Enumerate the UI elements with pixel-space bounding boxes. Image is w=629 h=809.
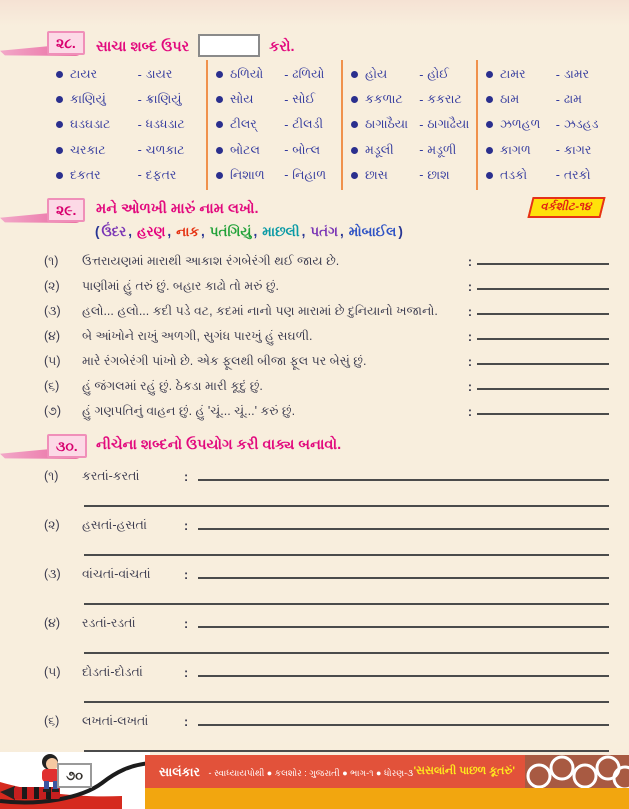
exercise-28-title-suffix: કરો. bbox=[269, 38, 295, 55]
word-bank-word: પતંગિયું bbox=[209, 224, 252, 239]
word-pair-row bbox=[56, 168, 201, 183]
question-colon: : bbox=[467, 380, 472, 394]
exercise-28-title bbox=[96, 34, 295, 60]
bullet-icon bbox=[216, 121, 223, 128]
question-row bbox=[44, 298, 609, 323]
word-bank-comma: , bbox=[128, 224, 132, 239]
word-pair-row bbox=[216, 67, 336, 82]
word-pair-dash: - bbox=[137, 168, 142, 183]
question-text: બે આંખોને રાખું અળગી, સુગંધ પારખું હું સઘળી. bbox=[82, 329, 313, 343]
question-number: (૧) bbox=[44, 254, 59, 268]
word-pair-row bbox=[351, 143, 471, 158]
question-colon: : bbox=[467, 330, 472, 344]
word-pair-row bbox=[486, 117, 609, 132]
word-pair-dash: - bbox=[419, 143, 424, 158]
word-pair-row bbox=[56, 67, 201, 82]
exercise-30-header bbox=[0, 433, 629, 461]
question-text: હલો... હલો... કદી પડે વટ, કદમાં નાનો પણ મારામાં છે દુનિયાનો ખજાનો. bbox=[82, 304, 438, 318]
bullet-icon bbox=[351, 71, 358, 78]
word-option-1[interactable]: મડૂલી bbox=[365, 142, 394, 157]
exercise-28-header bbox=[0, 30, 629, 58]
series-title bbox=[159, 763, 413, 781]
bullet-icon bbox=[351, 121, 358, 128]
answer-box[interactable] bbox=[198, 34, 260, 57]
word-pair-dash: - bbox=[137, 92, 142, 107]
question-number: (૩) bbox=[44, 304, 61, 318]
question-text: ઉત્તરાયણમાં મારાથી આકાશ રંગબેરંગી થઈ જાય છે. bbox=[82, 254, 340, 268]
word-pair-dash: - bbox=[555, 168, 560, 183]
question-colon: : bbox=[467, 355, 472, 369]
word-pair-dash: - bbox=[284, 143, 289, 158]
word-column bbox=[476, 60, 614, 190]
word-bank-word: મોબાઈલ bbox=[348, 224, 397, 239]
word-pair-dash: - bbox=[137, 117, 142, 132]
writing-line-2[interactable] bbox=[84, 652, 609, 654]
word-option-2[interactable]: ઢામ bbox=[563, 92, 582, 107]
word-bank-word: માછલી bbox=[262, 224, 300, 239]
bullet-icon bbox=[351, 172, 358, 179]
word-pair-dash: - bbox=[419, 92, 424, 107]
sentence-item bbox=[44, 560, 609, 605]
page-footer bbox=[0, 752, 629, 809]
word-bank-comma: , bbox=[201, 224, 205, 239]
item-word: વાંચતાં-વાંચતાં bbox=[82, 567, 151, 581]
word-option-1[interactable]: ઠળિયો bbox=[230, 67, 264, 82]
bullet-icon bbox=[486, 147, 493, 154]
sentence-item bbox=[44, 462, 609, 507]
word-bank-comma: , bbox=[253, 224, 258, 239]
item-number: (૧) bbox=[44, 469, 59, 483]
exercise-30-title: નીચેના શબ્દનો ઉપયોગ કરી વાક્ય બનાવો. bbox=[96, 437, 342, 453]
sentence-item bbox=[44, 658, 609, 703]
word-option-2[interactable]: બોત્લ bbox=[292, 142, 321, 157]
word-option-1[interactable]: તડકો bbox=[500, 167, 528, 182]
word-option-2[interactable]: ધડધડાટ bbox=[145, 117, 185, 132]
writing-line-2[interactable] bbox=[84, 505, 609, 507]
word-pair-dash: - bbox=[419, 67, 424, 82]
word-pair-dash: - bbox=[137, 143, 142, 158]
question-row bbox=[44, 323, 609, 348]
exercise-28-number: ૨૮. bbox=[47, 31, 85, 55]
question-text: હું ગણપતિનું વાહન છું. હું 'ચૂં... ચૂં...' કરું છું. bbox=[82, 404, 296, 418]
word-option-1[interactable]: ઠાગાઠૈયા bbox=[365, 117, 409, 132]
word-option-2[interactable]: ડામર bbox=[563, 67, 590, 82]
question-number: (૬) bbox=[44, 379, 60, 393]
writing-line[interactable] bbox=[198, 724, 609, 726]
word-option-1[interactable]: નિશાળ bbox=[230, 167, 265, 182]
word-option-1[interactable]: ટામર bbox=[500, 67, 526, 82]
word-pair-row bbox=[486, 168, 609, 183]
word-option-1[interactable]: કાગળ bbox=[500, 142, 531, 157]
word-option-2[interactable]: કકરાટ bbox=[427, 92, 462, 107]
bullet-icon bbox=[351, 147, 358, 154]
word-bank-word: ઉંદર bbox=[101, 224, 127, 239]
question-row bbox=[44, 398, 609, 423]
word-pair-dash: - bbox=[419, 168, 424, 183]
answer-line[interactable] bbox=[477, 363, 609, 365]
word-bank-open-paren: ( bbox=[95, 224, 100, 239]
word-pair-row bbox=[486, 92, 609, 107]
question-row bbox=[44, 273, 609, 298]
item-colon: : bbox=[184, 568, 189, 582]
word-pair-dash: - bbox=[284, 117, 289, 132]
word-option-1[interactable]: ચરકાટ bbox=[70, 142, 106, 157]
word-option-2[interactable]: કાગર bbox=[563, 142, 592, 157]
word-option-1[interactable]: ઘડઘડાટ bbox=[70, 117, 111, 132]
word-option-2[interactable]: ઢળિયો bbox=[292, 67, 325, 82]
writing-line-2[interactable] bbox=[84, 701, 609, 703]
word-pair-dash: - bbox=[555, 143, 560, 158]
word-choice-table bbox=[48, 60, 614, 190]
question-row bbox=[44, 248, 609, 273]
question-colon: : bbox=[467, 255, 472, 269]
item-word: દોડતાં-દોડતાં bbox=[82, 665, 143, 679]
item-word: કરતાં-કરતાં bbox=[82, 469, 140, 483]
question-colon: : bbox=[467, 305, 472, 319]
word-option-2[interactable]: દફતર bbox=[145, 167, 177, 182]
question-colon: : bbox=[467, 280, 472, 294]
word-option-1[interactable]: ઠામ bbox=[500, 92, 520, 107]
olympic-rings-icon bbox=[525, 755, 629, 788]
word-option-2[interactable]: છાશ bbox=[427, 167, 450, 182]
word-option-1[interactable]: બોટલ bbox=[230, 142, 260, 157]
word-pair-row bbox=[351, 117, 471, 132]
bullet-icon bbox=[216, 96, 223, 103]
exercise-29-number: ૨૯. bbox=[47, 198, 85, 222]
question-row bbox=[44, 348, 609, 373]
sentence-item bbox=[44, 707, 609, 752]
series-info: - સ્વાધ્યાયપોથી ● કલશોર : ગુજરાતી ● ભાગ-૧ ● ધોરણ-૩ bbox=[208, 767, 414, 778]
item-colon: : bbox=[184, 666, 189, 680]
item-word: રડતાં-રડતાં bbox=[82, 616, 136, 630]
word-column bbox=[48, 60, 206, 190]
word-option-1[interactable]: સોય bbox=[230, 92, 254, 107]
word-option-1[interactable]: ઝળહળ bbox=[500, 117, 541, 132]
word-column bbox=[206, 60, 341, 190]
word-option-1[interactable]: હોય bbox=[365, 67, 388, 82]
word-option-1[interactable]: ટીલર્ bbox=[230, 117, 257, 132]
word-column bbox=[341, 60, 476, 190]
word-option-2[interactable]: મડૂળી bbox=[427, 142, 457, 157]
word-bank-words bbox=[100, 224, 399, 239]
word-pair-dash: - bbox=[555, 67, 560, 82]
item-colon: : bbox=[184, 715, 189, 729]
word-pair-row bbox=[216, 92, 336, 107]
exercise-29-title: મને ઓળખી મારું નામ લખો. bbox=[96, 201, 259, 217]
word-pair-dash: - bbox=[284, 92, 289, 107]
word-option-1[interactable]: છાસ bbox=[365, 167, 388, 182]
word-pair-row bbox=[351, 67, 471, 82]
word-option-2[interactable]: ઝડહડ bbox=[563, 117, 599, 132]
writing-line[interactable] bbox=[198, 479, 609, 481]
word-pair-row bbox=[56, 143, 201, 158]
word-pair-row bbox=[486, 67, 609, 82]
bullet-icon bbox=[351, 96, 358, 103]
item-colon: : bbox=[184, 617, 189, 631]
question-list bbox=[44, 248, 609, 423]
word-option-1[interactable]: કાણિયું bbox=[70, 92, 106, 107]
exercise-28-title-prefix: સાચા શબ્દ ઉપર bbox=[96, 38, 190, 55]
item-number: (૨) bbox=[44, 518, 60, 532]
exercise-30-number: ૩૦. bbox=[47, 434, 87, 458]
question-number: (૨) bbox=[44, 279, 60, 293]
bullet-icon bbox=[486, 121, 493, 128]
writing-line[interactable] bbox=[198, 528, 609, 530]
bullet-icon bbox=[216, 147, 223, 154]
word-option-2[interactable]: ડાયર bbox=[145, 67, 173, 82]
amber-strip bbox=[145, 788, 629, 809]
word-pair-row bbox=[56, 92, 201, 107]
writing-line[interactable] bbox=[198, 626, 609, 628]
bullet-icon bbox=[56, 147, 63, 154]
item-colon: : bbox=[184, 470, 189, 484]
bullet-icon bbox=[56, 172, 63, 179]
word-pair-dash: - bbox=[419, 117, 424, 132]
bullet-icon bbox=[216, 172, 223, 179]
word-pair-row bbox=[351, 168, 471, 183]
lesson-title: 'સસલાંની પાછળ કૂતરું' bbox=[413, 765, 515, 777]
answer-line[interactable] bbox=[477, 413, 609, 415]
question-text: પાણીમાં હું તરું છું. બહાર કાઢો તો મરું છું. bbox=[82, 279, 280, 293]
footer-band bbox=[145, 755, 629, 788]
word-pair-dash: - bbox=[137, 67, 142, 82]
word-option-2[interactable]: ક્રાણિયું bbox=[145, 92, 182, 107]
writing-line-2[interactable] bbox=[84, 554, 609, 556]
word-option-2[interactable]: ઠાગાઢૈયા bbox=[427, 117, 470, 132]
word-option-1[interactable]: કકળાટ bbox=[365, 92, 403, 107]
cartoon-boy-on-pencil-illustration bbox=[0, 752, 150, 809]
word-pair-row bbox=[216, 143, 336, 158]
word-bank-word: પતંગ bbox=[310, 224, 338, 239]
word-bank-word: નાક bbox=[176, 224, 200, 239]
bullet-icon bbox=[216, 71, 223, 78]
word-pair-dash: - bbox=[284, 168, 289, 183]
word-option-2[interactable]: હોઈ bbox=[427, 67, 449, 82]
word-bank-word: હરણ bbox=[137, 224, 166, 239]
sentence-item bbox=[44, 609, 609, 654]
word-option-2[interactable]: નિહાળ bbox=[292, 167, 327, 182]
word-pair-dash: - bbox=[284, 67, 289, 82]
writing-line-2[interactable] bbox=[84, 603, 609, 605]
question-row bbox=[44, 373, 609, 398]
question-number: (૪) bbox=[44, 329, 61, 343]
word-pair-row bbox=[216, 117, 336, 132]
item-colon: : bbox=[184, 519, 189, 533]
word-bank-close-paren: ) bbox=[398, 224, 403, 239]
writing-line[interactable] bbox=[198, 577, 609, 579]
item-number: (૩) bbox=[44, 567, 61, 581]
question-number: (૭) bbox=[44, 404, 62, 418]
word-bank-comma: , bbox=[339, 224, 344, 239]
answer-line[interactable] bbox=[477, 313, 609, 315]
item-number: (૫) bbox=[44, 665, 61, 679]
word-pair-row bbox=[351, 92, 471, 107]
word-option-2[interactable]: સોઈ bbox=[292, 92, 316, 107]
worksheet-badge: વર્કશીટ-૧૪ bbox=[528, 197, 606, 218]
bullet-icon bbox=[486, 71, 493, 78]
word-option-2[interactable]: ચળકાટ bbox=[145, 142, 185, 157]
item-number: (૪) bbox=[44, 616, 61, 630]
answer-line[interactable] bbox=[477, 263, 609, 265]
word-option-1[interactable]: દકતર bbox=[70, 167, 101, 182]
sentence-item-list bbox=[44, 462, 609, 756]
answer-line[interactable] bbox=[477, 288, 609, 290]
word-pair-row bbox=[486, 143, 609, 158]
item-number: (૬) bbox=[44, 714, 60, 728]
word-bank-comma: , bbox=[301, 224, 306, 239]
exercise-29-header bbox=[0, 197, 629, 225]
bullet-icon bbox=[56, 96, 63, 103]
item-word: લખતાં-લખતાં bbox=[82, 714, 149, 728]
word-bank-comma: , bbox=[167, 224, 172, 239]
question-number: (૫) bbox=[44, 354, 61, 368]
word-pair-dash: - bbox=[555, 117, 560, 132]
answer-line[interactable] bbox=[477, 338, 609, 340]
bullet-icon bbox=[56, 71, 63, 78]
question-text: મારે રંગબેરંગી પાંખો છે. એક ફૂલથી બીજા ફૂલ પર બેસું છું. bbox=[82, 354, 367, 368]
word-option-2[interactable]: તરકો bbox=[563, 167, 591, 182]
item-word: હસતાં-હસતાં bbox=[82, 518, 147, 532]
page-number: ૭૦ bbox=[57, 763, 92, 788]
word-pair-row bbox=[216, 168, 336, 183]
answer-line[interactable] bbox=[477, 388, 609, 390]
question-colon: : bbox=[467, 405, 472, 419]
word-option-1[interactable]: ટાયર bbox=[70, 67, 98, 82]
word-pair-row bbox=[56, 117, 201, 132]
word-bank bbox=[95, 224, 403, 240]
question-text: હું જંગલમાં રહું છું. ઠેકડા મારી કૂદું છું. bbox=[82, 379, 263, 393]
bullet-icon bbox=[486, 96, 493, 103]
word-pair-dash: - bbox=[555, 92, 560, 107]
bullet-icon bbox=[486, 172, 493, 179]
bullet-icon bbox=[56, 121, 63, 128]
sentence-item bbox=[44, 511, 609, 556]
writing-line[interactable] bbox=[198, 675, 609, 677]
word-option-2[interactable]: ટીલડી bbox=[292, 117, 324, 132]
series-brand: સાલંકાર bbox=[159, 764, 200, 779]
